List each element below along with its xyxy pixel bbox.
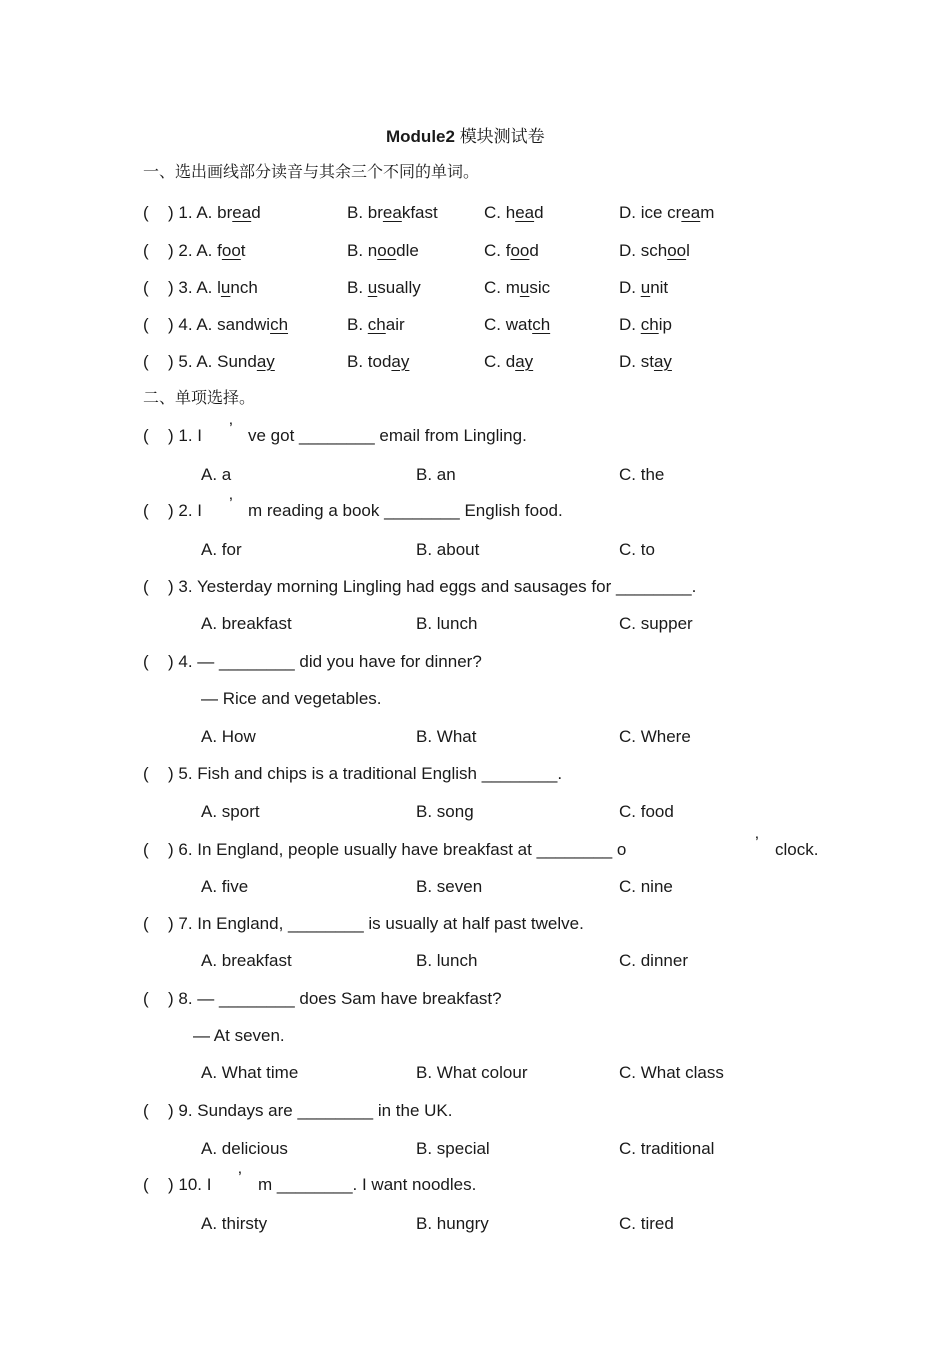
option-a: A. How bbox=[201, 727, 256, 746]
answer-paren: ( bbox=[143, 989, 149, 1008]
option-c: C. food bbox=[619, 802, 674, 821]
answer-paren: ( bbox=[143, 278, 149, 297]
option-b: B. hungry bbox=[416, 1214, 489, 1233]
option-c: C. supper bbox=[619, 614, 693, 633]
option-c: C. traditional bbox=[619, 1139, 715, 1158]
question-stem: ) 3. Yesterday morning Lingling had eggs and sausages for ________. bbox=[168, 577, 697, 596]
option-a: ) 4. A. sandwich bbox=[168, 315, 289, 334]
apostrophe: ’ bbox=[238, 1168, 242, 1187]
answer-paren: ( bbox=[143, 1101, 149, 1120]
section1-heading: 一、选出画线部分读音与其余三个不同的单词。 bbox=[143, 162, 480, 181]
answer-paren: ( bbox=[143, 577, 149, 596]
option-d: D. unit bbox=[619, 278, 669, 297]
page-title bbox=[386, 128, 545, 145]
option-a: ) 5. A. Sunday bbox=[168, 352, 275, 371]
answer-paren: ( bbox=[143, 241, 149, 260]
option-d: D. stay bbox=[619, 352, 672, 371]
question-stem: ) 2. I bbox=[168, 501, 203, 520]
option-c: C. day bbox=[484, 352, 534, 371]
question-stem: ) 8. — ________ does Sam have breakfast? bbox=[168, 989, 502, 1008]
option-b: B. song bbox=[416, 802, 474, 821]
option-c: C. Where bbox=[619, 727, 691, 746]
answer-paren: ( bbox=[143, 840, 149, 859]
option-c: C. the bbox=[619, 465, 665, 484]
option-a: A. delicious bbox=[201, 1139, 288, 1158]
option-a: ) 2. A. foot bbox=[168, 241, 246, 260]
option-a: A. breakfast bbox=[201, 614, 292, 633]
option-d: D. school bbox=[619, 241, 690, 260]
option-a: A. sport bbox=[201, 802, 260, 821]
option-b: B. lunch bbox=[416, 614, 478, 633]
title-cn: 模块测试卷 bbox=[459, 127, 545, 146]
option-a: A. a bbox=[201, 465, 232, 484]
option-b: B. an bbox=[416, 465, 456, 484]
apostrophe: ’ bbox=[229, 419, 233, 438]
option-c: C. head bbox=[484, 203, 544, 222]
answer-paren: ( bbox=[143, 1175, 149, 1194]
option-b: B. seven bbox=[416, 877, 483, 896]
question-stem-rest: m ________. I want noodles. bbox=[258, 1175, 477, 1194]
question-stem-rest: ve got ________ email from Lingling. bbox=[248, 426, 527, 445]
option-a: A. thirsty bbox=[201, 1214, 268, 1233]
option-c: C. watch bbox=[484, 315, 551, 334]
question-stem-rest: m reading a book ________ English food. bbox=[248, 501, 563, 520]
dialogue-reply: — Rice and vegetables. bbox=[201, 689, 382, 708]
option-b: B. lunch bbox=[416, 951, 478, 970]
answer-paren: ( bbox=[143, 764, 149, 783]
option-b: B. breakfast bbox=[347, 203, 438, 222]
question-stem: ) 5. Fish and chips is a traditional English ________. bbox=[168, 764, 563, 783]
answer-paren: ( bbox=[143, 652, 149, 671]
answer-paren: ( bbox=[143, 426, 149, 445]
option-b: B. about bbox=[416, 540, 480, 559]
option-c: C. tired bbox=[619, 1214, 674, 1233]
option-b: B. What colour bbox=[416, 1063, 528, 1082]
option-c: C. to bbox=[619, 540, 655, 559]
option-d: D. chip bbox=[619, 315, 672, 334]
answer-paren: ( bbox=[143, 501, 149, 520]
option-b: B. today bbox=[347, 352, 410, 371]
option-b: B. What bbox=[416, 727, 477, 746]
apostrophe: ’ bbox=[229, 494, 233, 513]
option-b: B. special bbox=[416, 1139, 490, 1158]
answer-paren: ( bbox=[143, 315, 149, 334]
option-a: A. five bbox=[201, 877, 249, 896]
option-c: C. nine bbox=[619, 877, 673, 896]
option-a: A. What time bbox=[201, 1063, 299, 1082]
option-a: ) 3. A. lunch bbox=[168, 278, 258, 297]
option-c: C. dinner bbox=[619, 951, 688, 970]
option-a: A. for bbox=[201, 540, 242, 559]
option-a: ) 1. A. bread bbox=[168, 203, 261, 222]
answer-paren: ( bbox=[143, 352, 149, 371]
apostrophe: ’ bbox=[755, 833, 759, 852]
title-en: Module2 bbox=[386, 127, 455, 146]
question-stem: ) 7. In England, ________ is usually at half past twelve. bbox=[168, 914, 584, 933]
option-b: B. chair bbox=[347, 315, 405, 334]
question-stem-rest: clock. bbox=[775, 840, 819, 859]
answer-paren: ( bbox=[143, 203, 149, 222]
question-stem: ) 9. Sundays are ________ in the UK. bbox=[168, 1101, 453, 1120]
option-d: D. ice cream bbox=[619, 203, 715, 222]
dialogue-reply: — At seven. bbox=[193, 1026, 285, 1045]
question-stem: ) 10. I bbox=[168, 1175, 212, 1194]
option-c: C. What class bbox=[619, 1063, 724, 1082]
option-a: A. breakfast bbox=[201, 951, 292, 970]
answer-paren: ( bbox=[143, 914, 149, 933]
option-c: C. music bbox=[484, 278, 551, 297]
option-c: C. food bbox=[484, 241, 539, 260]
option-b: B. noodle bbox=[347, 241, 419, 260]
question-stem: ) 1. I bbox=[168, 426, 203, 445]
question-stem: ) 4. — ________ did you have for dinner? bbox=[168, 652, 482, 671]
option-b: B. usually bbox=[347, 278, 421, 297]
question-stem: ) 6. In England, people usually have breakfast at ________ o bbox=[168, 840, 627, 859]
section2-heading: 二、单项选择。 bbox=[143, 388, 256, 407]
